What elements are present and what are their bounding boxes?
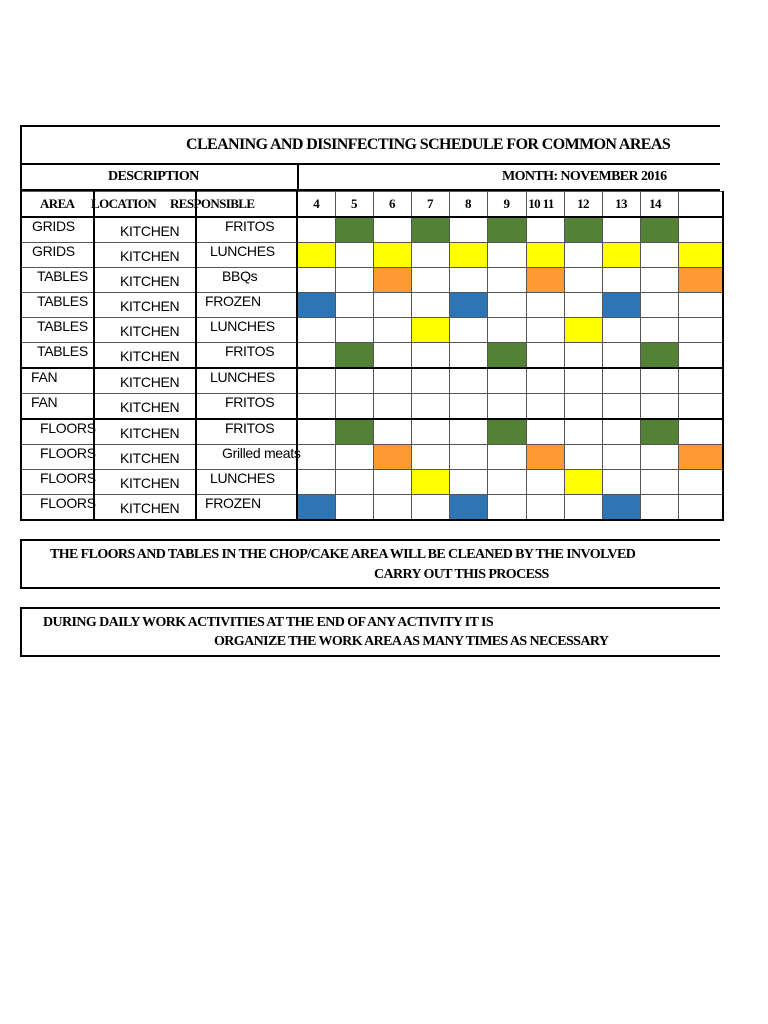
day-cell (449, 470, 487, 495)
location-value-cell (94, 495, 196, 521)
day-cell (678, 318, 723, 343)
day-header: 4 (313, 196, 320, 211)
day-cell (449, 217, 487, 243)
day-cell (449, 318, 487, 343)
schedule-row (21, 470, 723, 495)
scheduled-day-cell (297, 495, 335, 521)
schedule-row (21, 343, 723, 369)
day-cell (335, 394, 373, 420)
day-cell (526, 419, 564, 445)
scheduled-day-cell (487, 343, 526, 369)
description-label: DESCRIPTION (108, 169, 199, 184)
day-header: 9 (503, 196, 510, 211)
responsible-value-cell (196, 445, 301, 470)
day-header: 14 (649, 196, 661, 211)
area-value-cell (21, 394, 94, 420)
day-cell (602, 394, 640, 420)
scheduled-day-cell (449, 243, 487, 268)
day-header: 12 (577, 196, 589, 211)
area-value: FAN (31, 369, 58, 385)
scheduled-day-cell (640, 217, 678, 243)
day-cell (373, 470, 411, 495)
schedule-row (21, 268, 723, 293)
column-header-row (21, 192, 723, 218)
day-cell (526, 495, 564, 521)
day-cell (335, 268, 373, 293)
day-cell (449, 268, 487, 293)
location-value: KITCHEN (120, 348, 180, 364)
location-value-cell (94, 445, 196, 470)
area-value-cell (21, 293, 94, 318)
day-cell (640, 293, 678, 318)
area-value: TABLES (37, 293, 88, 309)
day-cell (487, 368, 526, 394)
day-header: 8 (465, 196, 471, 211)
day-cell (411, 445, 449, 470)
area-value-cell (21, 368, 94, 394)
schedule-row (21, 394, 723, 420)
note-1-line-1: THE FLOORS AND TABLES IN THE CHOP/CAKE AREA WILL BE CLEANED BY THE INVOLVED (50, 547, 636, 562)
day-cell (411, 368, 449, 394)
location-value-cell (94, 419, 196, 445)
scheduled-day-cell (373, 243, 411, 268)
scheduled-day-cell (335, 343, 373, 369)
responsible-value: FRITOS (225, 420, 275, 436)
schedule-table (20, 191, 724, 521)
area-value-cell (21, 343, 94, 369)
day-header-cell (373, 192, 411, 218)
area-header-cell (21, 192, 94, 218)
day-cell (678, 419, 723, 445)
scheduled-day-cell (335, 217, 373, 243)
location-value: KITCHEN (120, 273, 180, 289)
location-header: LOCATION (91, 196, 157, 211)
day-cell (564, 268, 602, 293)
responsible-value-cell (196, 419, 297, 445)
day-cell (297, 343, 335, 369)
schedule-row (21, 217, 723, 243)
day-header-cell (526, 192, 564, 218)
day-header: 7 (427, 196, 433, 211)
month-label: MONTH: NOVEMBER 2016 (502, 169, 667, 184)
day-cell (640, 394, 678, 420)
day-cell (411, 394, 449, 420)
day-cell (297, 368, 335, 394)
area-value: GRIDS (32, 218, 75, 234)
area-value-cell (21, 445, 94, 470)
scheduled-day-cell (297, 243, 335, 268)
day-cell (678, 293, 723, 318)
area-value: FLOORS (40, 420, 96, 436)
location-value-cell (94, 318, 196, 343)
day-cell (640, 243, 678, 268)
day-cell (526, 293, 564, 318)
day-cell (297, 318, 335, 343)
scheduled-day-cell (411, 470, 449, 495)
area-value-cell (21, 495, 94, 521)
schedule-title: CLEANING AND DISINFECTING SCHEDULE FOR COMMON AREAS (186, 136, 671, 153)
day-cell (602, 419, 640, 445)
day-cell (373, 293, 411, 318)
location-value: KITCHEN (120, 223, 180, 239)
area-value: FLOORS (40, 445, 96, 461)
scheduled-day-cell (487, 217, 526, 243)
day-header: 10 11 (528, 196, 554, 211)
area-value-cell (21, 318, 94, 343)
day-cell (602, 368, 640, 394)
responsible-value: LUNCHES (210, 369, 275, 385)
scheduled-day-cell (449, 293, 487, 318)
schedule-row (21, 419, 723, 445)
responsible-value-cell (196, 243, 297, 268)
location-value-cell (94, 343, 196, 369)
day-cell (640, 445, 678, 470)
day-cell (487, 318, 526, 343)
day-cell (564, 445, 602, 470)
day-cell (526, 318, 564, 343)
area-value: FLOORS (40, 470, 96, 486)
area-value: FAN (31, 394, 58, 410)
area-value: GRIDS (32, 243, 75, 259)
scheduled-day-cell (373, 445, 411, 470)
scheduled-day-cell (640, 343, 678, 369)
day-cell (297, 217, 335, 243)
day-cell (487, 445, 526, 470)
scheduled-day-cell (411, 217, 449, 243)
responsible-value: FROZEN (205, 495, 261, 511)
area-header: AREA (40, 196, 75, 211)
scheduled-day-cell (526, 445, 564, 470)
responsible-value: Grilled meats (222, 445, 301, 461)
area-value: TABLES (37, 318, 88, 334)
scheduled-day-cell (678, 445, 723, 470)
note-1-line-2: CARRY OUT THIS PROCESS (374, 567, 549, 582)
scheduled-day-cell (526, 243, 564, 268)
day-cell (564, 394, 602, 420)
scheduled-day-cell (678, 243, 723, 268)
location-value-cell (94, 394, 196, 420)
location-value: KITCHEN (120, 425, 180, 441)
note-2-line-2: ORGANIZE THE WORK AREA AS MANY TIMES AS NECESSARY (214, 634, 609, 649)
day-cell (487, 268, 526, 293)
location-value: KITCHEN (120, 500, 180, 516)
day-header-cell (449, 192, 487, 218)
day-cell (564, 243, 602, 268)
day-cell (411, 268, 449, 293)
schedule-row (21, 368, 723, 394)
responsible-header-cell (170, 192, 297, 218)
location-value: KITCHEN (120, 298, 180, 314)
day-header: 13 (615, 196, 627, 211)
location-value: KITCHEN (120, 450, 180, 466)
location-value-cell (94, 293, 196, 318)
scheduled-day-cell (564, 470, 602, 495)
responsible-value: LUNCHES (210, 470, 275, 486)
day-cell (640, 268, 678, 293)
area-value: TABLES (37, 343, 88, 359)
location-value-cell (94, 268, 196, 293)
day-cell (297, 394, 335, 420)
scheduled-day-cell (564, 217, 602, 243)
day-cell (411, 343, 449, 369)
scheduled-day-cell (526, 268, 564, 293)
scheduled-day-cell (373, 268, 411, 293)
note-daily-work (20, 607, 720, 657)
day-header: 6 (389, 196, 395, 211)
day-cell (373, 343, 411, 369)
day-header: 5 (351, 196, 357, 211)
day-cell (526, 343, 564, 369)
day-cell (602, 268, 640, 293)
day-cell (373, 318, 411, 343)
area-value-cell (21, 217, 94, 243)
day-cell (564, 368, 602, 394)
day-cell (487, 495, 526, 521)
note-chop-cake (20, 539, 720, 589)
day-cell (335, 318, 373, 343)
day-cell (297, 470, 335, 495)
day-cell (411, 243, 449, 268)
day-cell (297, 419, 335, 445)
day-cell (678, 470, 723, 495)
responsible-value: BBQs (222, 268, 258, 284)
responsible-value: LUNCHES (210, 243, 275, 259)
day-cell (335, 470, 373, 495)
schedule-row (21, 243, 723, 268)
day-cell (526, 470, 564, 495)
area-value-cell (21, 419, 94, 445)
scheduled-day-cell (411, 318, 449, 343)
day-cell (526, 217, 564, 243)
day-cell (564, 419, 602, 445)
scheduled-day-cell (640, 419, 678, 445)
day-cell (449, 343, 487, 369)
day-cell (449, 445, 487, 470)
day-cell (449, 368, 487, 394)
day-cell (449, 419, 487, 445)
schedule-row (21, 293, 723, 318)
day-cell (411, 293, 449, 318)
header-row (20, 165, 720, 191)
note-2-line-1: DURING DAILY WORK ACTIVITIES AT THE END OF ANY ACTIVITY IT IS (43, 615, 494, 630)
day-cell (487, 470, 526, 495)
title-row (20, 125, 720, 165)
day-cell (640, 495, 678, 521)
location-value: KITCHEN (120, 399, 180, 415)
day-cell (602, 343, 640, 369)
day-cell (487, 293, 526, 318)
day-cell (678, 495, 723, 521)
responsible-value-cell (196, 470, 297, 495)
location-value: KITCHEN (120, 475, 180, 491)
day-cell (411, 419, 449, 445)
day-cell (335, 445, 373, 470)
scheduled-day-cell (678, 268, 723, 293)
responsible-value-cell (196, 495, 297, 521)
location-value-cell (94, 470, 196, 495)
responsible-value-cell (196, 343, 297, 369)
schedule-sheet (20, 125, 720, 657)
responsible-value-cell (196, 217, 297, 243)
schedule-row (21, 318, 723, 343)
day-cell (373, 217, 411, 243)
schedule-row (21, 445, 723, 470)
day-cell (411, 495, 449, 521)
day-cell (602, 217, 640, 243)
day-cell (640, 470, 678, 495)
day-cell (373, 368, 411, 394)
day-header-cell (640, 192, 678, 218)
scheduled-day-cell (602, 293, 640, 318)
responsible-value: FRITOS (225, 394, 275, 410)
day-cell (335, 495, 373, 521)
area-value-cell (21, 268, 94, 293)
location-value-cell (94, 368, 196, 394)
area-value-cell (21, 243, 94, 268)
scheduled-day-cell (449, 495, 487, 521)
responsible-value: FRITOS (225, 343, 275, 359)
area-value: TABLES (37, 268, 88, 284)
day-header-cell (335, 192, 373, 218)
day-cell (373, 495, 411, 521)
day-cell (526, 368, 564, 394)
day-cell (335, 243, 373, 268)
day-header-cell (564, 192, 602, 218)
day-cell (526, 394, 564, 420)
day-cell (678, 368, 723, 394)
day-cell (640, 368, 678, 394)
day-cell (640, 318, 678, 343)
day-cell (297, 445, 335, 470)
day-cell (678, 394, 723, 420)
responsible-value: FRITOS (225, 218, 275, 234)
location-value-cell (94, 217, 196, 243)
day-cell (678, 217, 723, 243)
day-cell (564, 293, 602, 318)
scheduled-day-cell (564, 318, 602, 343)
scheduled-day-cell (487, 419, 526, 445)
responsible-value-cell (196, 368, 297, 394)
day-cell (373, 394, 411, 420)
day-cell (602, 445, 640, 470)
area-value: FLOORS (40, 495, 96, 511)
scheduled-day-cell (335, 419, 373, 445)
responsible-value-cell (196, 318, 297, 343)
responsible-value-cell (196, 394, 297, 420)
day-cell (335, 293, 373, 318)
area-value-cell (21, 470, 94, 495)
day-cell (297, 268, 335, 293)
day-header-cell (678, 192, 723, 218)
header-divider (297, 165, 299, 189)
day-cell (487, 243, 526, 268)
location-value-cell (94, 243, 196, 268)
scheduled-day-cell (602, 495, 640, 521)
responsible-header: RESPONSIBLE (170, 196, 255, 211)
day-cell (678, 343, 723, 369)
day-cell (487, 394, 526, 420)
responsible-value: FROZEN (205, 293, 261, 309)
scheduled-day-cell (297, 293, 335, 318)
day-cell (373, 419, 411, 445)
day-cell (335, 368, 373, 394)
day-cell (564, 495, 602, 521)
location-value: KITCHEN (120, 374, 180, 390)
day-header-cell (411, 192, 449, 218)
schedule-table-body (21, 192, 723, 521)
day-cell (564, 343, 602, 369)
day-header-cell (297, 192, 335, 218)
schedule-row (21, 495, 723, 521)
location-value: KITCHEN (120, 248, 180, 264)
responsible-value-cell (196, 268, 297, 293)
location-value: KITCHEN (120, 323, 180, 339)
scheduled-day-cell (602, 243, 640, 268)
day-cell (449, 394, 487, 420)
responsible-value-cell (196, 293, 297, 318)
day-cell (602, 318, 640, 343)
responsible-value: LUNCHES (210, 318, 275, 334)
day-cell (602, 470, 640, 495)
